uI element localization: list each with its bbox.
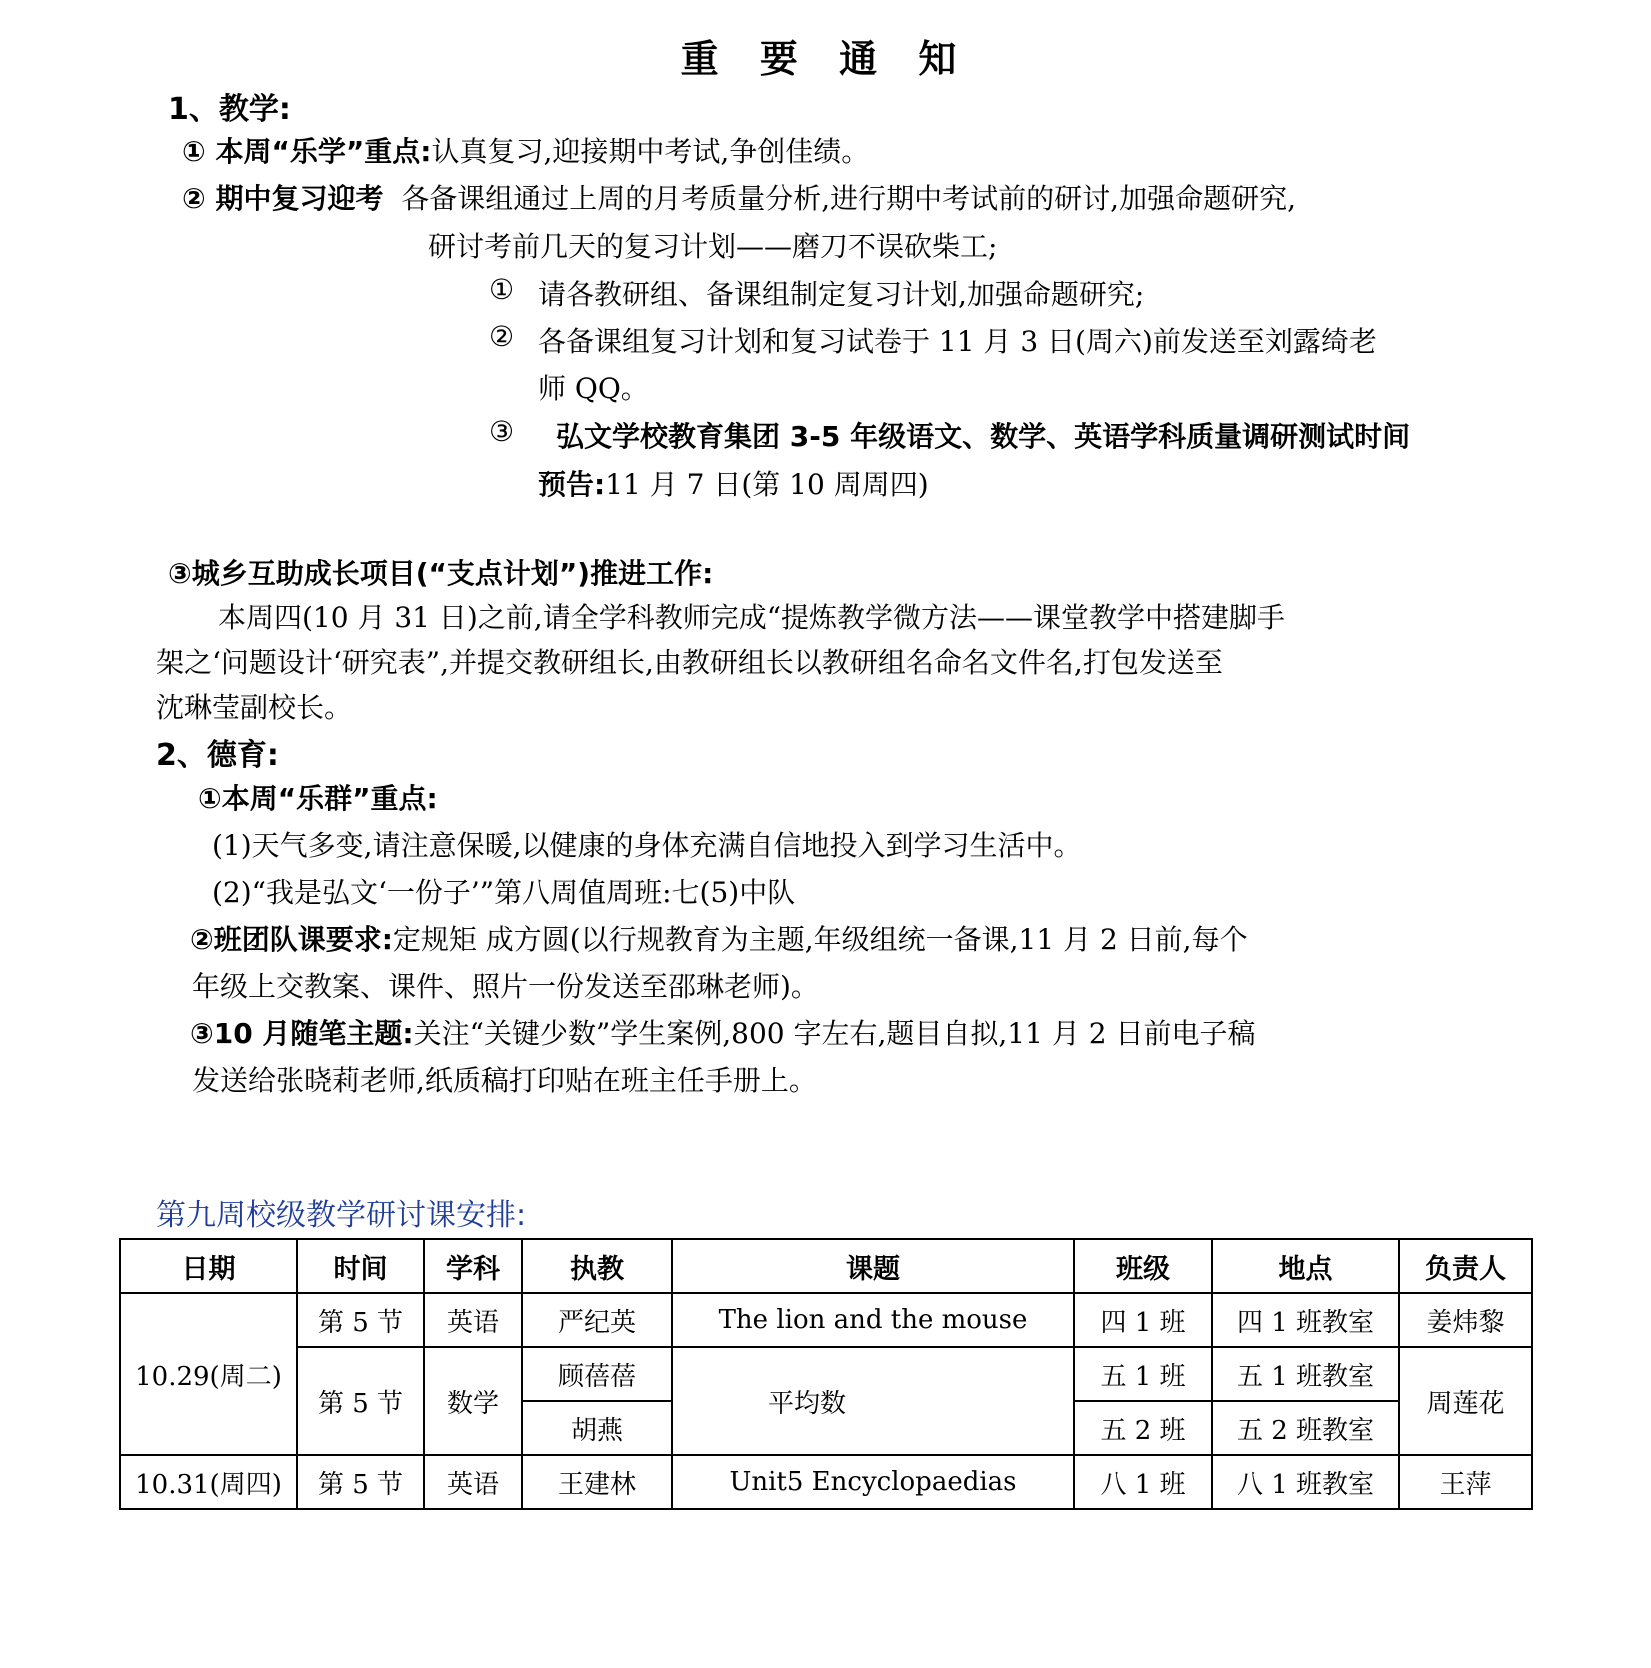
review-sub-item-3-line2 [538, 463, 929, 503]
moral-focus-heading: ①本周“乐群”重点: [198, 782, 438, 815]
teaching-focus-label: ① 本周“乐学”重点: [182, 135, 432, 168]
schedule-title: 第九周校级教学研讨课安排: [156, 1198, 527, 1233]
cell-date: 10.29(周二) [120, 1293, 297, 1455]
class-meeting-label: ②班团队课要求: [190, 923, 393, 956]
cell-owner: 王萍 [1399, 1455, 1532, 1509]
schedule-table [119, 1238, 1533, 1510]
teaching-focus-text: 认真复习,迎接期中考试,争创佳绩。 [431, 135, 870, 168]
table-row [120, 1455, 1532, 1509]
review-sub-item-2-num: ② [489, 320, 515, 353]
review-sub-item-2-line1: 各备课组复习计划和复习试卷于 11 月 3 日(周六)前发送至刘露绮老 [538, 325, 1377, 358]
forecast-text: 11 月 7 日(第 10 周周四) [605, 468, 929, 501]
header-teacher: 执教 [522, 1239, 672, 1293]
review-sub-item-3-line1: 弘文学校教育集团 3-5 年级语文、数学、英语学科质量调研测试时间 [556, 420, 1411, 453]
forecast-label: 预告: [538, 468, 606, 501]
support-project-line2: 架之‘问题设计‘研究表”,并提交教研组长,由教研组长以教研组名命名文件名,打包发送至 [156, 646, 1223, 679]
table-row [120, 1293, 1532, 1347]
midterm-review-label: ② 期中复习迎考 [182, 182, 384, 215]
header-class: 班级 [1074, 1239, 1212, 1293]
moral-focus-item-2: (2)“我是弘文‘一份子’”第八周值周班:七(5)中队 [212, 876, 796, 909]
header-subject: 学科 [424, 1239, 522, 1293]
cell-class: 五 1 班 [1074, 1347, 1212, 1401]
essay-theme-text: 关注“关键少数”学生案例,800 字左右,题目自拟,11 月 2 日前电子稿 [413, 1017, 1256, 1050]
table-header-row [120, 1239, 1532, 1293]
header-date: 日期 [120, 1239, 297, 1293]
essay-theme-label: ③10 月随笔主题: [190, 1017, 414, 1050]
support-project-line1: 本周四(10 月 31 日)之前,请全学科教师完成“提炼教学微方法——课堂教学中搭建脚手 [218, 601, 1286, 634]
cell-subject: 数学 [424, 1347, 522, 1455]
header-owner: 负责人 [1399, 1239, 1532, 1293]
cell-teacher: 顾蓓蓓 [522, 1347, 672, 1401]
cell-place: 五 1 班教室 [1212, 1347, 1399, 1401]
review-sub-item-3-num: ③ [489, 415, 515, 448]
class-meeting-line2: 年级上交教案、课件、照片一份发送至邵琳老师)。 [192, 970, 819, 1003]
cell-place: 四 1 班教室 [1212, 1293, 1399, 1347]
cell-subject: 英语 [424, 1455, 522, 1509]
header-topic: 课题 [672, 1239, 1074, 1293]
review-sub-item-1-num: ① [489, 273, 515, 306]
review-sub-item-1: 请各教研组、备课组制定复习计划,加强命题研究; [538, 278, 1145, 311]
cell-teacher: 王建林 [522, 1455, 672, 1509]
moral-focus-item-1: (1)天气多变,请注意保暖,以健康的身体充满自信地投入到学习生活中。 [212, 829, 1082, 862]
cell-topic: The lion and the mouse [672, 1293, 1074, 1347]
cell-topic: 平均数 [672, 1347, 1074, 1455]
cell-place: 八 1 班教室 [1212, 1455, 1399, 1509]
midterm-review-text: 各备课组通过上周的月考质量分析,进行期中考试前的研讨,加强命题研究, [401, 182, 1296, 215]
support-project-line3: 沈琳莹副校长。 [156, 691, 353, 724]
cell-teacher: 胡燕 [522, 1401, 672, 1455]
cell-date: 10.31(周四) [120, 1455, 297, 1509]
header-place: 地点 [1212, 1239, 1399, 1293]
teaching-focus-line [182, 130, 869, 170]
cell-time: 第 5 节 [297, 1293, 424, 1347]
cell-class: 八 1 班 [1074, 1455, 1212, 1509]
cell-place: 五 2 班教室 [1212, 1401, 1399, 1455]
header-time: 时间 [297, 1239, 424, 1293]
cell-time: 第 5 节 [297, 1347, 424, 1455]
class-meeting-text: 定规矩 成方圆(以行规教育为主题,年级组统一备课,11 月 2 日前,每个 [392, 923, 1248, 956]
cell-subject: 英语 [424, 1293, 522, 1347]
cell-topic: Unit5 Encyclopaedias [672, 1455, 1074, 1509]
midterm-review-line1 [182, 177, 1296, 217]
table-row [120, 1347, 1532, 1401]
cell-owner: 姜炜黎 [1399, 1293, 1532, 1347]
essay-theme-line2: 发送给张晓莉老师,纸质稿打印贴在班主任手册上。 [192, 1064, 817, 1097]
midterm-review-line2: 研讨考前几天的复习计划——磨刀不误砍柴工; [428, 230, 998, 263]
page-title: 重 要 通 知 [680, 37, 971, 81]
section-teaching-heading: 1、教学: [168, 92, 291, 127]
cell-class: 五 2 班 [1074, 1401, 1212, 1455]
review-sub-item-2-line2: 师 QQ。 [538, 372, 649, 405]
cell-time: 第 5 节 [297, 1455, 424, 1509]
cell-owner: 周莲花 [1399, 1347, 1532, 1455]
essay-theme-line1 [190, 1012, 1255, 1052]
section-moral-heading: 2、德育: [156, 738, 279, 773]
cell-class: 四 1 班 [1074, 1293, 1212, 1347]
support-project-heading: ③城乡互助成长项目(“支点计划”)推进工作: [168, 557, 714, 590]
cell-teacher: 严纪英 [522, 1293, 672, 1347]
class-meeting-line1 [190, 918, 1248, 958]
